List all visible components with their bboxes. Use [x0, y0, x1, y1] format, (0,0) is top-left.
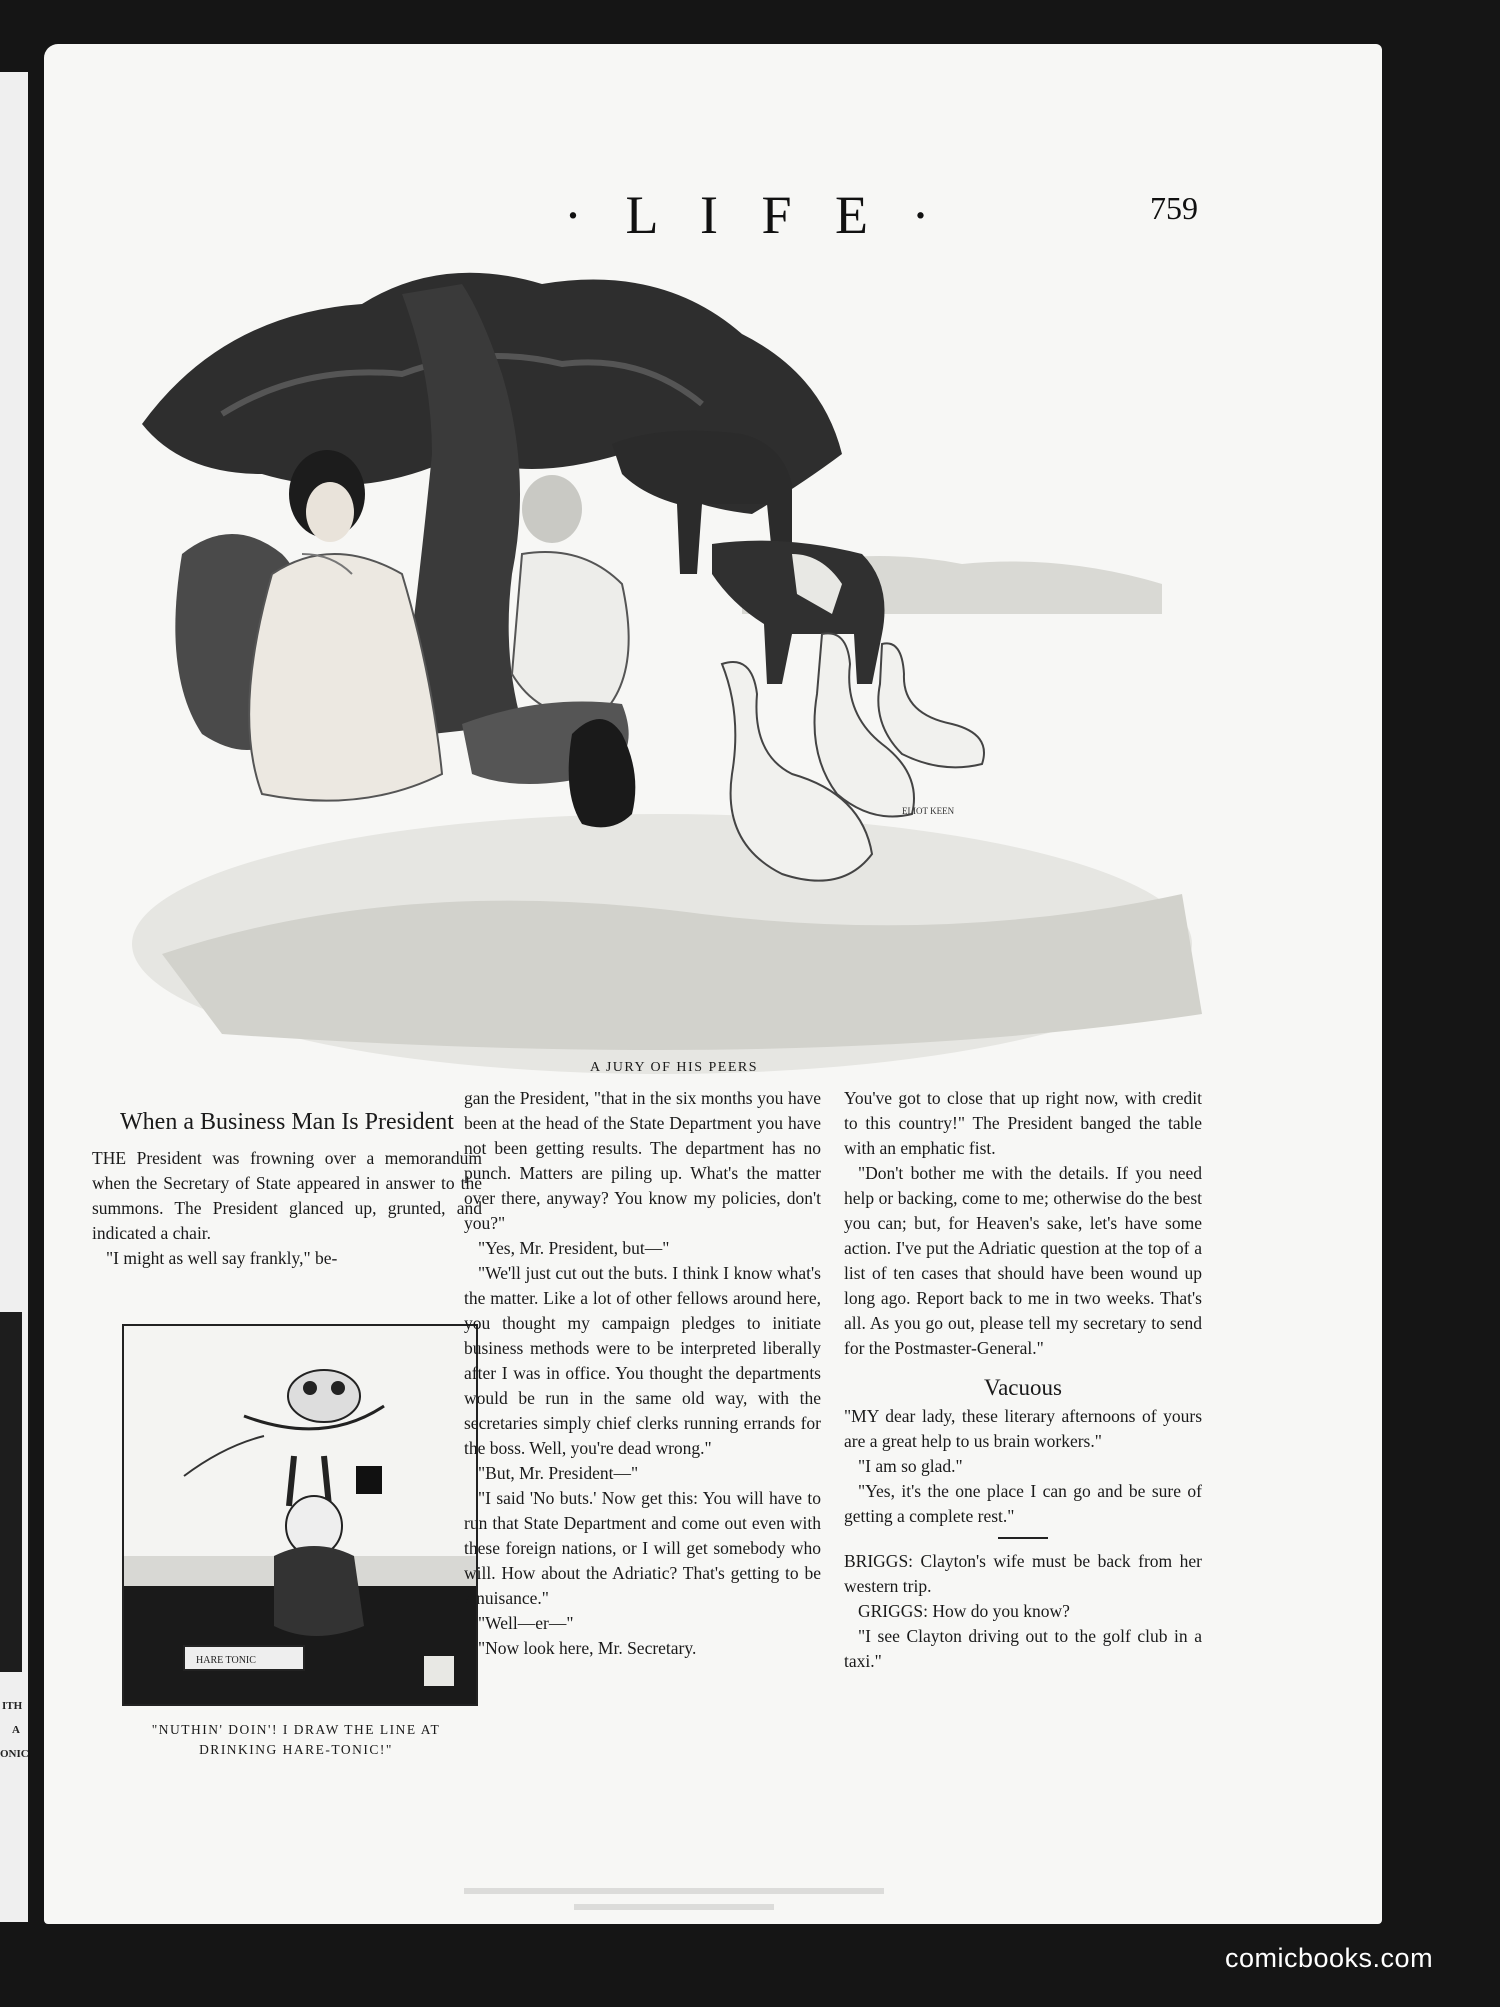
vacuous-headline: Vacuous: [984, 1375, 1062, 1400]
briggs-paragraph: "I see Clayton driving out to the golf club in a taxi.": [844, 1626, 1202, 1671]
article-paragraph: "Yes, Mr. President, but—": [478, 1238, 670, 1258]
cartoon-caption: [96, 1720, 496, 1760]
page-number: 759: [1150, 190, 1198, 226]
left-page-illustration-fragment: [0, 1312, 22, 1672]
watermark: comicbooks.com: [1225, 1943, 1434, 1973]
briggs-paragraph: BRIGGS: Clayton's wife must be back from her western trip.: [844, 1551, 1202, 1596]
article-paragraph: "I might as well say frankly," be-: [106, 1248, 338, 1268]
left-page-edge: [0, 72, 28, 1922]
article-paragraph: You've got to close that up right now, with credit to this country!" The President banged the table with an emphatic fist.: [844, 1088, 1202, 1158]
cartoon-caption-line: "NUTHIN' DOIN'! I DRAW THE LINE AT: [151, 1722, 441, 1737]
left-page-fragment: ITH: [2, 1700, 23, 1712]
artist-signature: ELIOT KEEN: [902, 806, 955, 816]
bleed-through-text: [464, 1884, 884, 1914]
jury-of-his-peers-illustration: [102, 254, 1232, 1074]
vacuous-paragraph: "MY dear lady, these literary afternoons of yours are a great help to us brain workers.": [844, 1406, 1202, 1451]
section-divider: [998, 1537, 1048, 1539]
vacuous-paragraph: "Yes, it's the one place I can go and be sure of getting a complete rest.": [844, 1481, 1202, 1526]
illustration-caption: A JURY OF HIS PEERS: [589, 1060, 759, 1075]
article-paragraph: "Well—er—": [478, 1613, 574, 1633]
left-page-fragment: ONIC: [0, 1748, 29, 1760]
article-paragraph: gan the President, "that in the six months you have been at the head of the State Department you have not been getting results. The department has no punch. Matters are piling up. What's the matter over there, anyway? You know my policies, don't you?": [464, 1088, 821, 1233]
vacuous-paragraph: "I am so glad.": [858, 1456, 963, 1476]
article-paragraph: "We'll just cut out the buts. I think I know what's the matter. Like a lot of other fellows around here, you thought my campaign pledges to initiate business methods were to be interpreted liberally after I was in office. You thought the departments would be run in the same old way, with the secretaries simply chief clerks running errands for the boss. Well, you're dead wrong.": [464, 1263, 821, 1458]
hare-tonic-cartoon: [122, 1324, 478, 1706]
article-column-2: [464, 1086, 821, 1661]
left-page-fragment: A: [12, 1724, 20, 1736]
bottle-label: HARE TONIC: [196, 1655, 256, 1666]
cartoon-caption-line: DRINKING HARE-TONIC!": [199, 1742, 393, 1757]
article-paragraph: THE President was frowning over a memorandum when the Secretary of State appeared in answer to the summons. The President glanced up, grunted, and indicated a chair.: [92, 1148, 482, 1243]
briggs-paragraph: GRIGGS: How do you know?: [858, 1601, 1070, 1621]
magazine-page: [44, 44, 1382, 1924]
article-paragraph: "I said 'No buts.' Now get this: You will have to run that State Department and come out even with these foreign nations, or I will get somebody who will. How about the Adriatic? That's getting to be a nuisance.": [464, 1488, 821, 1608]
article-paragraph: "But, Mr. President—": [478, 1463, 639, 1483]
article-column-3: [844, 1086, 1202, 1674]
article-paragraph: "Now look here, Mr. Secretary.: [478, 1638, 697, 1658]
article-paragraph: "Don't bother me with the details. If you need help or backing, come to me; otherwise do the best you can; but, for Heaven's sake, let's have some action. I've put the Adriatic question at the top of a list of ten cases that should have been wound up long ago. Report back to me in two weeks. That's all. As you go out, please tell my secretary to send for the Postmaster-General.": [844, 1163, 1202, 1358]
masthead: · L I F E ·: [564, 185, 945, 245]
article-headline: When a Business Man Is President: [120, 1109, 454, 1135]
article-column-1: [92, 1094, 482, 1271]
